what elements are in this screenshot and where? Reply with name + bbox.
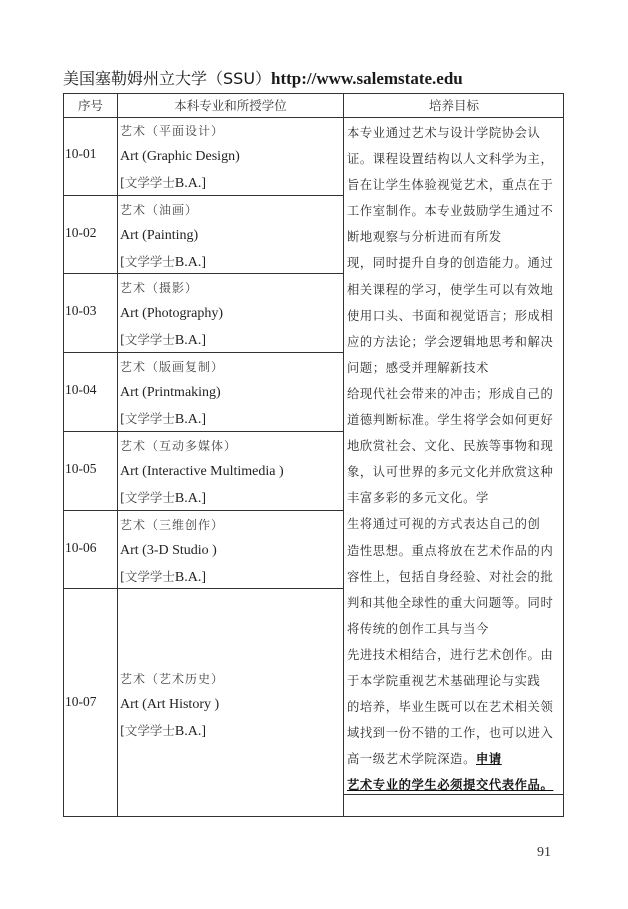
major-en: Art (Art History ) — [120, 697, 220, 712]
goal-line: 给现代社会带来的冲击；形成自己的 — [347, 386, 554, 401]
column-divider — [117, 94, 118, 816]
goal-line: 高一级艺术学院深造。申请 — [347, 752, 502, 767]
degree: [文学学士B.A.] — [120, 569, 207, 585]
major-en: Art (Painting) — [120, 228, 199, 243]
row-id: 10-02 — [65, 225, 97, 240]
header-index: 序号 — [77, 98, 103, 113]
major-cn: 艺术（油画） — [120, 203, 199, 217]
goal-line: 现，同时提升自身的创造能力。通过 — [347, 256, 554, 271]
major-cn: 艺术（摄影） — [120, 281, 199, 295]
degree: [文学学士B.A.] — [120, 411, 207, 427]
major-cn: 艺术（版画复制） — [120, 360, 225, 374]
header-major-degree: 本科专业和所授学位 — [174, 98, 287, 113]
goal-line: 生将通过可视的方式表达自己的创 — [347, 517, 541, 532]
goal-line: 问题；感受并理解新技术 — [347, 360, 489, 375]
row-id: 10-03 — [65, 303, 97, 318]
header-goals: 培养目标 — [428, 98, 479, 113]
major-cell — [120, 512, 342, 591]
application-note: 艺术专业的学生必须提交代表作品。 — [347, 778, 554, 793]
row-id: 10-01 — [65, 146, 97, 161]
major-cell — [120, 118, 342, 197]
major-cell — [120, 197, 342, 276]
goal-line: 的培养，毕业生既可以在艺术相关领 — [347, 700, 554, 715]
row-id: 10-05 — [65, 461, 97, 476]
goal-line: 旨在让学生体验视觉艺术，重点在于 — [347, 178, 554, 193]
degree: [文学学士B.A.] — [120, 175, 207, 191]
major-cell — [120, 666, 342, 745]
major-cell — [120, 275, 342, 354]
major-cn: 艺术（互动多媒体） — [120, 439, 238, 453]
goal-line: 断地观察与分析进而有所发 — [347, 230, 502, 245]
goal-line: 丰富多彩的多元文化。学 — [347, 491, 489, 506]
major-cn: 艺术（三维创作） — [120, 518, 225, 532]
goal-line: 先进技术相结合，进行艺术创作。由 — [347, 647, 554, 662]
column-divider — [343, 94, 344, 816]
goal-line: 证。课程设置结构以人文科学为主， — [347, 152, 554, 167]
goal-line — [347, 772, 563, 798]
row-id: 10-04 — [65, 382, 97, 397]
degree: [文学学士B.A.] — [120, 332, 207, 348]
university-name: 美国塞勒姆州立大学（SSU） — [63, 69, 272, 88]
degree: [文学学士B.A.] — [120, 490, 207, 506]
goal-line: 将传统的创作工具与当今 — [347, 621, 489, 636]
major-cn: 艺术（平面设计） — [120, 124, 225, 138]
goal-line: 造性思想。重点将放在艺术作品的内 — [347, 543, 554, 558]
row-id: 10-07 — [65, 694, 97, 709]
goal-line: 象，认可世界的多元文化并欣赏这种 — [347, 465, 554, 480]
goal-line: 地欣赏社会、文化、民族等事物和现 — [347, 439, 554, 454]
row-id: 10-06 — [65, 540, 97, 555]
page-title — [63, 66, 463, 89]
major-cell — [120, 433, 342, 512]
major-en: Art (Graphic Design) — [120, 149, 240, 164]
goal-line: 应的方法论；学会逻辑地思考和解决 — [347, 334, 554, 349]
application-note-start: 申请 — [475, 752, 502, 767]
university-url: http://www.salemstate.edu — [271, 69, 463, 88]
major-en: Art (Interactive Multimedia ) — [120, 464, 284, 479]
major-en: Art (3-D Studio ) — [120, 543, 217, 558]
goal-line: 容性上，包括自身经验、对社会的批 — [347, 569, 554, 584]
goal-line: 判和其他全球性的重大问题等。同时 — [347, 595, 554, 610]
degree: [文学学士B.A.] — [120, 254, 207, 270]
training-goals-text — [347, 120, 563, 798]
major-cell — [120, 354, 342, 433]
goal-line: 于本学院重视艺术基础理论与实践 — [347, 673, 541, 688]
goal-line: 工作室制作。本专业鼓励学生通过不 — [347, 204, 554, 219]
goal-line: 相关课程的学习，使学生可以有效地 — [347, 282, 554, 297]
major-cn: 艺术（艺术历史） — [120, 672, 225, 686]
goal-line: 域找到一份不错的工作，也可以进入 — [347, 726, 554, 741]
page-number: 91 — [537, 845, 551, 860]
goal-line: 使用口头、书面和视觉语言；形成相 — [347, 308, 554, 323]
goal-line: 道德判断标准。学生将学会如何更好 — [347, 413, 554, 428]
major-en: Art (Printmaking) — [120, 385, 221, 400]
majors-table — [63, 93, 564, 817]
goal-line: 本专业通过艺术与设计学院协会认 — [347, 126, 541, 140]
major-en: Art (Photography) — [120, 306, 224, 321]
degree: [文学学士B.A.] — [120, 723, 207, 739]
